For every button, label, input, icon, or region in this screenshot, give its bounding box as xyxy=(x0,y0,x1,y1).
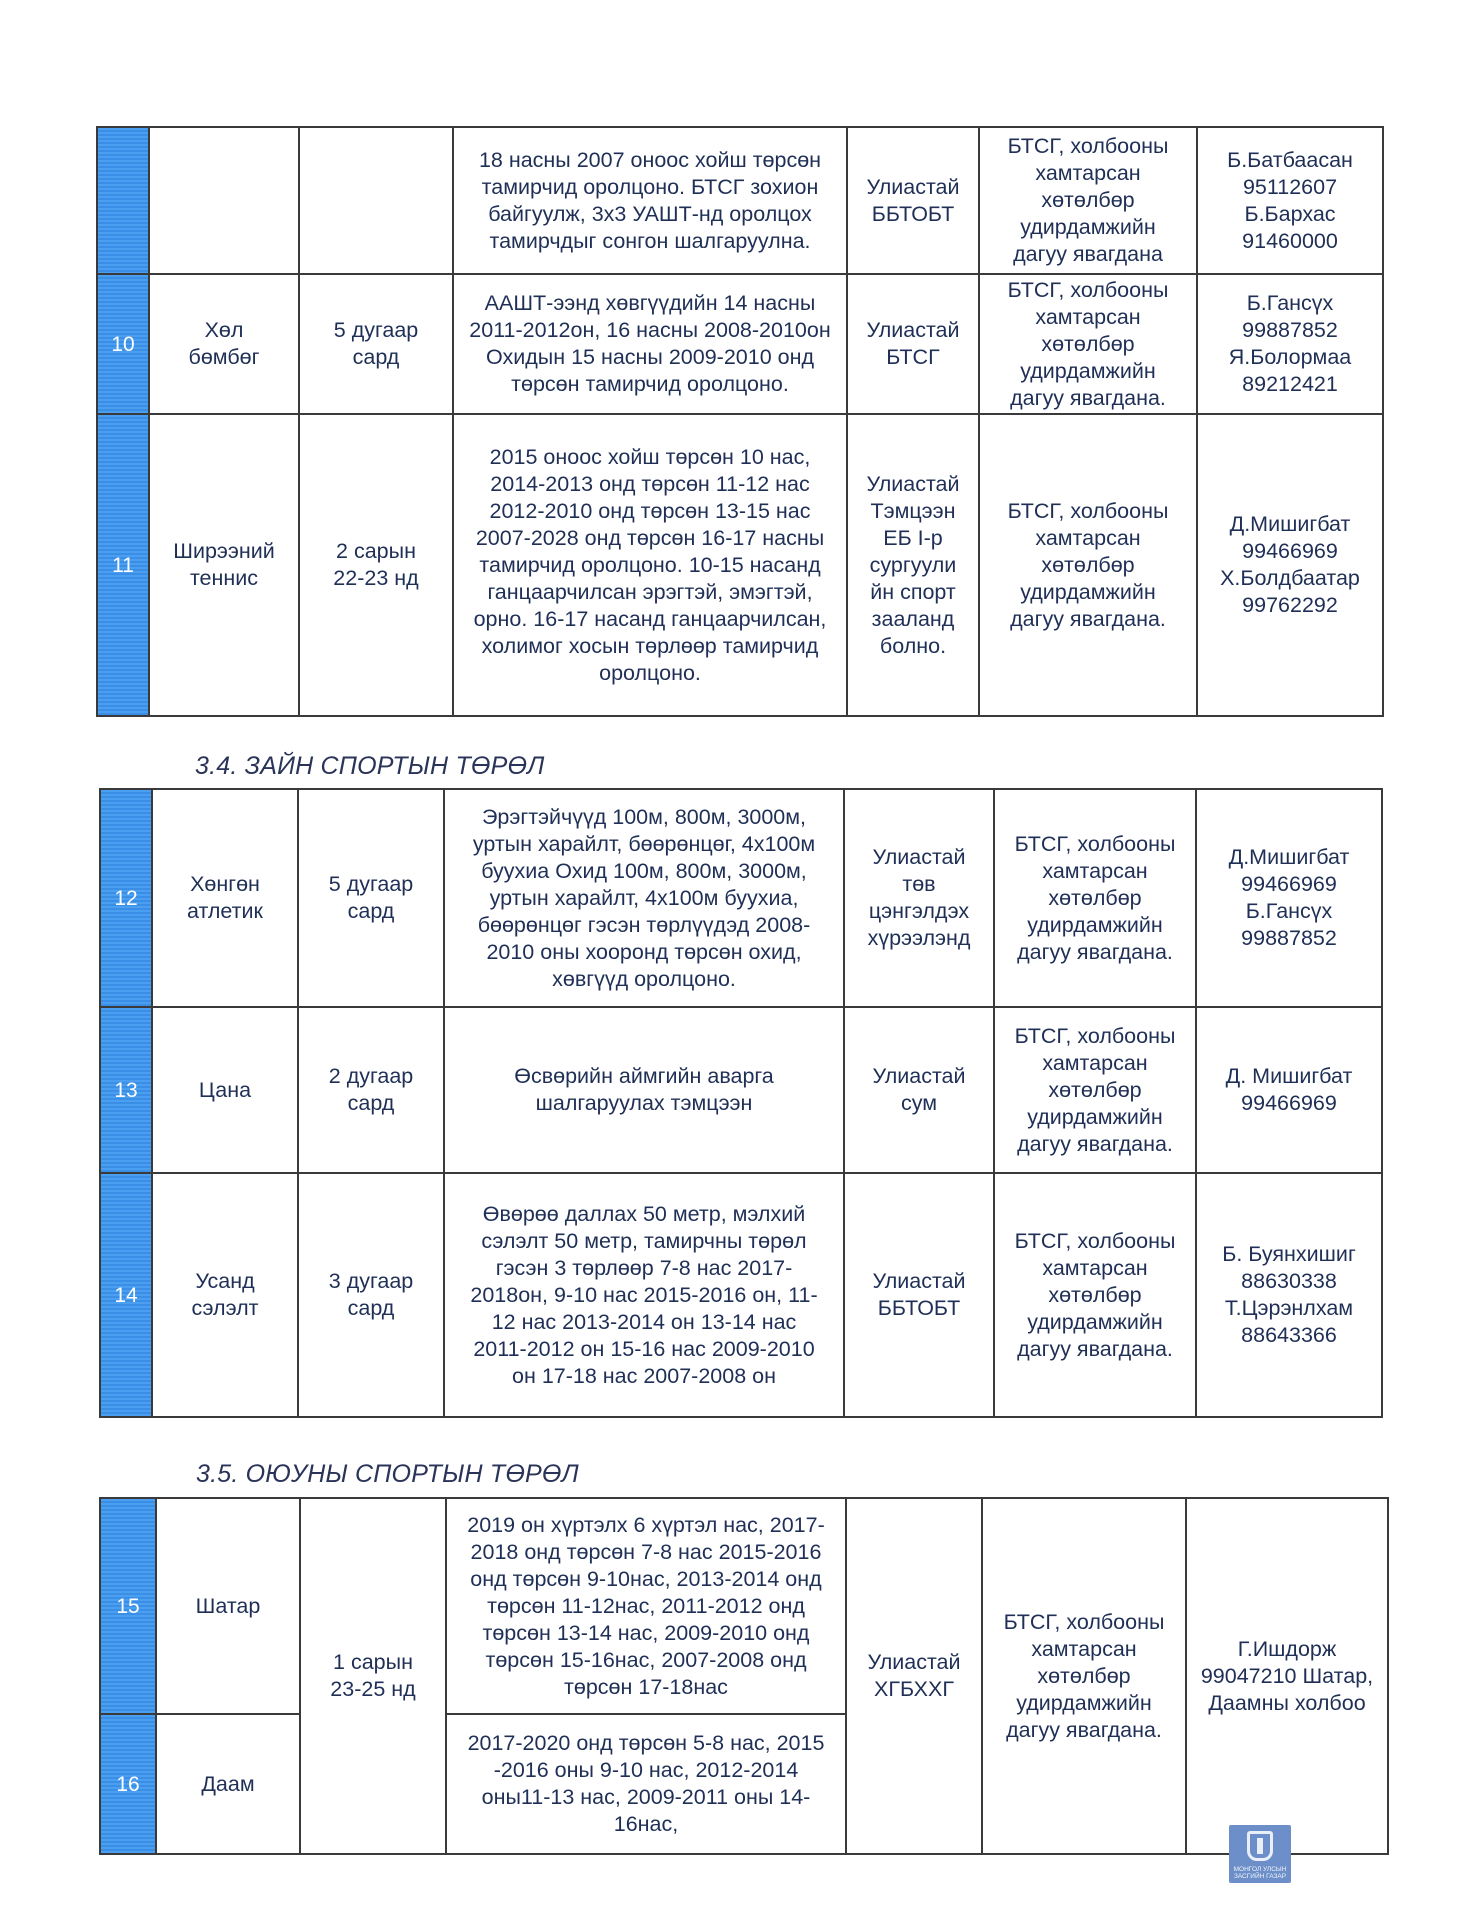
government-emblem-stamp xyxy=(1229,1825,1291,1883)
soyombo-icon xyxy=(1247,1831,1273,1861)
conditions-cell: Өвөрөө даллах 50 метр, мэлхий сэлэлт 50 метр, тамирчны төрөл гэсэн 3 төрлөөр 7-8 нас 2017-2018он, 9-10 нас 2015-2016 он, 11-12 нас 2013-2014 он 13-14 нас 2011-2012 он 15-16 нас 2009-2010 он 17-18 нас 2007-2008 он xyxy=(444,1173,844,1417)
table-row xyxy=(100,1007,1382,1173)
conditions-cell: 2015 оноос хойш төрсөн 10 нас, 2014-2013 онд төрсөн 11-12 нас 2012-2010 онд төрсөн 13-15 нас 2007-2028 онд төрсөн 16-17 насны тамирчид оролцоно. 10-15 насанд ганцаарчилсан эрэгтэй, эмэгтэй, орно. 16-17 насанд ганцаарчилсан, холимог хосын төрлөөр тамирчид оролцоно. xyxy=(453,414,847,716)
financing-cell: БТСГ, холбооны хамтарсан хөтөлбөр удирдамжийн дагуу явагдана. xyxy=(979,414,1197,716)
schedule-table-part-2 xyxy=(99,788,1383,1418)
time-cell: 3 дугаар сард xyxy=(298,1173,444,1417)
place-cell: Улиастай ББТОБТ xyxy=(847,127,979,274)
sport-name-cell: Хөл бөмбөг xyxy=(149,274,299,414)
section-3-5-title: 3.5. ОЮУНЫ СПОРТЫН ТӨРӨЛ xyxy=(196,1460,579,1488)
conditions-cell: 18 насны 2007 оноос хойш төрсөн тамирчид оролцоно. БТСГ зохион байгуулж, 3х3 УАШТ-нд оролцох тамирчдыг сонгон шалгаруулна. xyxy=(453,127,847,274)
financing-cell: БТСГ, холбооны хамтарсан хөтөлбөр удирдамжийн дагуу явагдана. xyxy=(994,789,1196,1007)
place-cell: Улиастай ХГБХХГ xyxy=(846,1498,982,1854)
sport-name-cell xyxy=(149,127,299,274)
responsible-cell: Д.Мишигбат 99466969 Х.Болдбаатар 99762292 xyxy=(1197,414,1383,716)
financing-cell: БТСГ, холбооны хамтарсан хөтөлбөр удирдамжийн дагуу явагдана. xyxy=(994,1007,1196,1173)
row-number-cell: 10 xyxy=(97,274,149,414)
row-number-cell xyxy=(97,127,149,274)
row-number-cell: 11 xyxy=(97,414,149,716)
row-number-cell: 14 xyxy=(100,1173,152,1417)
responsible-cell: Г.Ишдорж 99047210 Шатар, Даамны холбоо xyxy=(1186,1498,1388,1854)
time-cell: 5 дугаар сард xyxy=(298,789,444,1007)
financing-cell: БТСГ, холбооны хамтарсан хөтөлбөр удирдамжийн дагуу явагдана. xyxy=(982,1498,1186,1854)
table-row xyxy=(97,274,1383,414)
place-cell: Улиастай Тэмцээн ЕБ I-р сургуули йн спорт зааланд болно. xyxy=(847,414,979,716)
responsible-cell: Б. Буянхишиг 88630338 Т.Цэрэнлхам 88643366 xyxy=(1196,1173,1382,1417)
schedule-table-part-1 xyxy=(96,126,1384,717)
row-number-cell: 12 xyxy=(100,789,152,1007)
responsible-cell: Д. Мишигбат 99466969 xyxy=(1196,1007,1382,1173)
conditions-cell: ААШТ-ээнд хөвгүүдийн 14 насны 2011-2012он, 16 насны 2008-2010он Охидын 15 насны 2009-2010 онд төрсөн тамирчид оролцоно. xyxy=(453,274,847,414)
sport-name-cell: Хөнгөн атлетик xyxy=(152,789,298,1007)
row-number-cell: 15 xyxy=(100,1498,156,1714)
schedule-table-part-3 xyxy=(99,1497,1389,1855)
responsible-cell: Б.Батбаасан 95112607 Б.Бархас 91460000 xyxy=(1197,127,1383,274)
place-cell: Улиастай төв цэнгэлдэх хүрээлэнд xyxy=(844,789,994,1007)
conditions-cell: 2017-2020 онд төрсөн 5-8 нас, 2015 -2016 оны 9-10 нас, 2012-2014 оны11-13 нас, 2009-2011 оны 14-16нас, xyxy=(446,1714,846,1854)
sport-name-cell: Цана xyxy=(152,1007,298,1173)
conditions-cell: Өсвөрийн аймгийн аварга шалгаруулах тэмцээн xyxy=(444,1007,844,1173)
time-cell xyxy=(299,127,453,274)
time-cell: 1 сарын 23-25 нд xyxy=(300,1498,446,1854)
sport-name-cell: Ширээний теннис xyxy=(149,414,299,716)
conditions-cell: Эрэгтэйчүүд 100м, 800м, 3000м, уртын харайлт, бөөрөнцөг, 4х100м буухиа Охид 100м, 800м, 3000м, уртын харайлт, 4х100м буухиа, бөөрөнцөг гэсэн төрлүүдэд 2008-2010 оны хооронд төрсөн охид, хөвгүүд оролцоно. xyxy=(444,789,844,1007)
financing-cell: БТСГ, холбооны хамтарсан хөтөлбөр удирдамжийн дагуу явагдана. xyxy=(994,1173,1196,1417)
sport-name-cell: Усанд сэлэлт xyxy=(152,1173,298,1417)
conditions-cell: 2019 он хүртэлх 6 хүртэл нас, 2017-2018 онд төрсөн 7-8 нас 2015-2016 онд төрсөн 9-10нас, 2013-2014 онд төрсөн 11-12нас, 2011-2012 онд төрсөн 13-14 нас, 2009-2010 онд төрсөн 15-16нас, 2007-2008 онд төрсөн 17-18нас xyxy=(446,1498,846,1714)
financing-cell: БТСГ, холбооны хамтарсан хөтөлбөр удирдамжийн дагуу явагдана. xyxy=(979,274,1197,414)
time-cell: 2 сарын 22-23 нд xyxy=(299,414,453,716)
emblem-caption: МОНГОЛ УЛСЫН ЗАСГИЙН ГАЗАР xyxy=(1233,1866,1287,1880)
responsible-cell: Б.Гансүх 99887852 Я.Болормаа 89212421 xyxy=(1197,274,1383,414)
place-cell: Улиастай ББТОБТ xyxy=(844,1173,994,1417)
table-row xyxy=(97,414,1383,716)
table-row xyxy=(100,1173,1382,1417)
table-row xyxy=(97,127,1383,274)
table-row xyxy=(100,1498,1388,1714)
row-number-cell: 13 xyxy=(100,1007,152,1173)
time-cell: 5 дугаар сард xyxy=(299,274,453,414)
section-3-4-title: 3.4. ЗАЙН СПОРТЫН ТӨРӨЛ xyxy=(195,752,545,780)
sport-name-cell: Даам xyxy=(156,1714,300,1854)
place-cell: Улиастай сум xyxy=(844,1007,994,1173)
row-number-cell: 16 xyxy=(100,1714,156,1854)
financing-cell: БТСГ, холбооны хамтарсан хөтөлбөр удирдамжийн дагуу явагдана xyxy=(979,127,1197,274)
place-cell: Улиастай БТСГ xyxy=(847,274,979,414)
table-row xyxy=(100,789,1382,1007)
responsible-cell: Д.Мишигбат 99466969 Б.Гансүх 99887852 xyxy=(1196,789,1382,1007)
sport-name-cell: Шатар xyxy=(156,1498,300,1714)
time-cell: 2 дугаар сард xyxy=(298,1007,444,1173)
